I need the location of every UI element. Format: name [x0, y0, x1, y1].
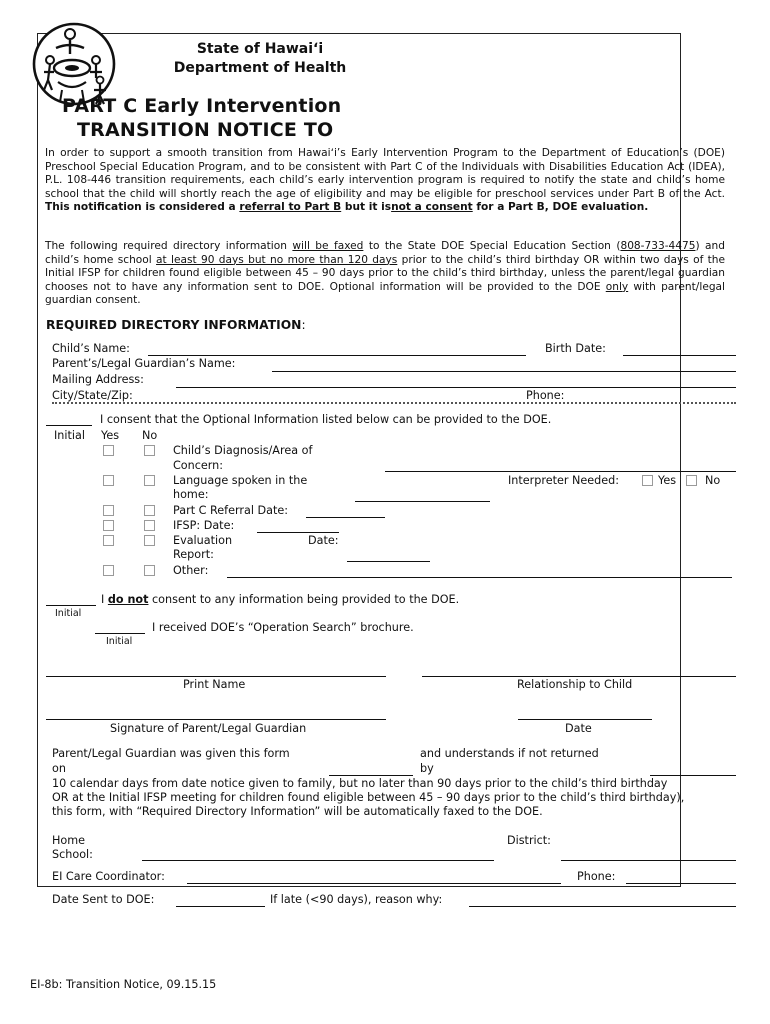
birth-date-field[interactable]	[623, 355, 736, 356]
evaluation-yes-checkbox[interactable]	[103, 535, 114, 546]
child-name-label: Child’s Name:	[52, 342, 130, 355]
referral-yes-checkbox[interactable]	[103, 505, 114, 516]
home-school-label: Home	[52, 834, 86, 847]
no-consent-initial-label: Initial	[55, 608, 82, 619]
consent-text: I consent that the Optional Information listed below can be provided to the DOE.	[100, 413, 552, 426]
interpreter-label: Interpreter Needed:	[508, 474, 620, 487]
district-label: District:	[507, 834, 551, 847]
interpreter-no-label: No	[705, 474, 721, 487]
required-heading: REQUIRED DIRECTORY INFORMATION:	[46, 318, 306, 332]
form-id-footer: EI-8b: Transition Notice, 09.15.15	[30, 978, 217, 991]
evaluation-label: Evaluation	[173, 534, 233, 547]
given-line2: 10 calendar days from date notice given to family, but no later than 90 days prior to the child’s third birthday	[52, 777, 668, 790]
intro-paragraph-2: The following required directory information will be faxed to the State DOE Special Education Section (808-733-4475) and child’s home school at least 90 days but no more than 120 days prior to the child’s third birthday OR within two days of the Initial IFSP for children found eligible between 45 – 90 days prior to the child’s third birthday, unless the parent/legal guardian chooses not to have any information sent to DOE. Optional information will be provided to the DOE only with parent/legal guardian consent.	[45, 240, 726, 307]
ifsp-yes-checkbox[interactable]	[103, 520, 114, 531]
home-school-field[interactable]	[142, 860, 494, 861]
other-yes-checkbox[interactable]	[103, 565, 114, 576]
language-no-checkbox[interactable]	[144, 475, 155, 486]
form-title-line1: PART C Early Intervention	[62, 95, 342, 117]
brochure-initial-line[interactable]	[95, 633, 145, 634]
language-yes-checkbox[interactable]	[103, 475, 114, 486]
referral-date-field[interactable]	[306, 517, 385, 518]
consent-initial-line[interactable]	[46, 425, 92, 426]
ifsp-date-label: IFSP: Date:	[173, 519, 235, 532]
evaluation-date-field[interactable]	[347, 561, 430, 562]
ifsp-date-field[interactable]	[257, 532, 339, 533]
mailing-address-field[interactable]	[176, 387, 736, 388]
given-line4: this form, with “Required Directory Information” will be automatically faxed to the DOE.	[52, 805, 543, 818]
birth-date-label: Birth Date:	[545, 342, 606, 355]
no-column-label: No	[142, 429, 158, 442]
coordinator-field[interactable]	[187, 883, 561, 884]
evaluation-label-2: Report:	[173, 548, 214, 561]
interpreter-no-checkbox[interactable]	[686, 475, 697, 486]
if-late-label: If late (<90 days), reason why:	[270, 893, 443, 906]
other-field[interactable]	[227, 577, 732, 578]
diagnosis-yes-checkbox[interactable]	[103, 445, 114, 456]
date-sent-field[interactable]	[176, 906, 265, 907]
given-date-field[interactable]	[329, 775, 413, 776]
state-name: State of Hawaiʻi	[196, 41, 324, 57]
coordinator-phone-label: Phone:	[577, 870, 616, 883]
referral-no-checkbox[interactable]	[144, 505, 155, 516]
diagnosis-no-checkbox[interactable]	[144, 445, 155, 456]
home-school-label-2: School:	[52, 848, 93, 861]
given-line1: Parent/Legal Guardian was given this form	[52, 747, 290, 760]
referral-date-label: Part C Referral Date:	[173, 504, 289, 517]
relationship-field[interactable]	[422, 676, 736, 677]
no-consent-initial-line[interactable]	[46, 605, 96, 606]
signature-label: Signature of Parent/Legal Guardian	[110, 722, 307, 735]
coordinator-phone-field[interactable]	[626, 883, 736, 884]
guardian-name-field[interactable]	[272, 371, 736, 372]
evaluation-date-label: Date:	[308, 534, 339, 547]
given-understands: and understands if not returned	[420, 747, 599, 760]
child-name-field[interactable]	[148, 355, 526, 356]
language-field[interactable]	[355, 501, 490, 502]
diagnosis-field[interactable]	[385, 471, 736, 472]
no-consent-text: I do not consent to any information being provided to the DOE.	[101, 593, 460, 606]
print-name-field[interactable]	[46, 676, 386, 677]
other-label: Other:	[173, 564, 209, 577]
coordinator-label: EI Care Coordinator:	[52, 870, 165, 883]
signature-date-field[interactable]	[518, 719, 652, 720]
other-no-checkbox[interactable]	[144, 565, 155, 576]
brochure-initial-label: Initial	[106, 636, 133, 647]
given-line3: OR at the Initial IFSP meeting for children found eligible between 45 – 90 days prior to the child’s third birthday),	[52, 791, 685, 804]
phone-label: Phone:	[526, 389, 565, 402]
interpreter-yes-checkbox[interactable]	[642, 475, 653, 486]
brochure-text: I received DOE’s “Operation Search” brochure.	[152, 621, 414, 634]
interpreter-yes-label: Yes	[658, 474, 677, 487]
evaluation-no-checkbox[interactable]	[144, 535, 155, 546]
city-state-zip-label: City/State/Zip:	[52, 389, 133, 402]
print-name-label: Print Name	[183, 678, 246, 691]
form-title-line2: TRANSITION NOTICE TO	[77, 119, 334, 141]
department-name: Department of Health	[173, 60, 347, 76]
given-by: by	[420, 762, 434, 775]
intro-paragraph-1: In order to support a smooth transition from Hawaiʻi’s Early Intervention Program to the Department of Education’s (DOE) Preschool Special Education Program, and to be consistent with Part C of the Individuals with Disabilities Education Act (IDEA), P.L. 108-446 transition requirements, each child’s early intervention program is required to notify the state and child’s home school that the child will shortly reach the age of eligibility and may be eligible for preschool services under Part B of the Act. This notification is considered a referral to Part B but it isnot a consent for a Part B, DOE evaluation.	[45, 147, 725, 214]
yes-column-label: Yes	[101, 429, 120, 442]
guardian-name-label: Parent’s/Legal Guardian’s Name:	[52, 357, 236, 370]
relationship-label: Relationship to Child	[517, 678, 633, 691]
diagnosis-label-2: Concern:	[173, 459, 224, 472]
consent-initial-label: Initial	[54, 429, 85, 442]
date-sent-label: Date Sent to DOE:	[52, 893, 155, 906]
city-phone-field[interactable]	[52, 402, 736, 404]
given-on: on	[52, 762, 66, 775]
mailing-address-label: Mailing Address:	[52, 373, 144, 386]
signature-date-label: Date	[565, 722, 592, 735]
return-by-field[interactable]	[650, 775, 736, 776]
language-label: Language spoken in the	[173, 474, 308, 487]
language-label-2: home:	[173, 488, 209, 501]
ifsp-no-checkbox[interactable]	[144, 520, 155, 531]
diagnosis-label: Child’s Diagnosis/Area of	[173, 444, 313, 457]
if-late-field[interactable]	[469, 906, 736, 907]
signature-field[interactable]	[46, 719, 386, 720]
district-field[interactable]	[561, 860, 736, 861]
